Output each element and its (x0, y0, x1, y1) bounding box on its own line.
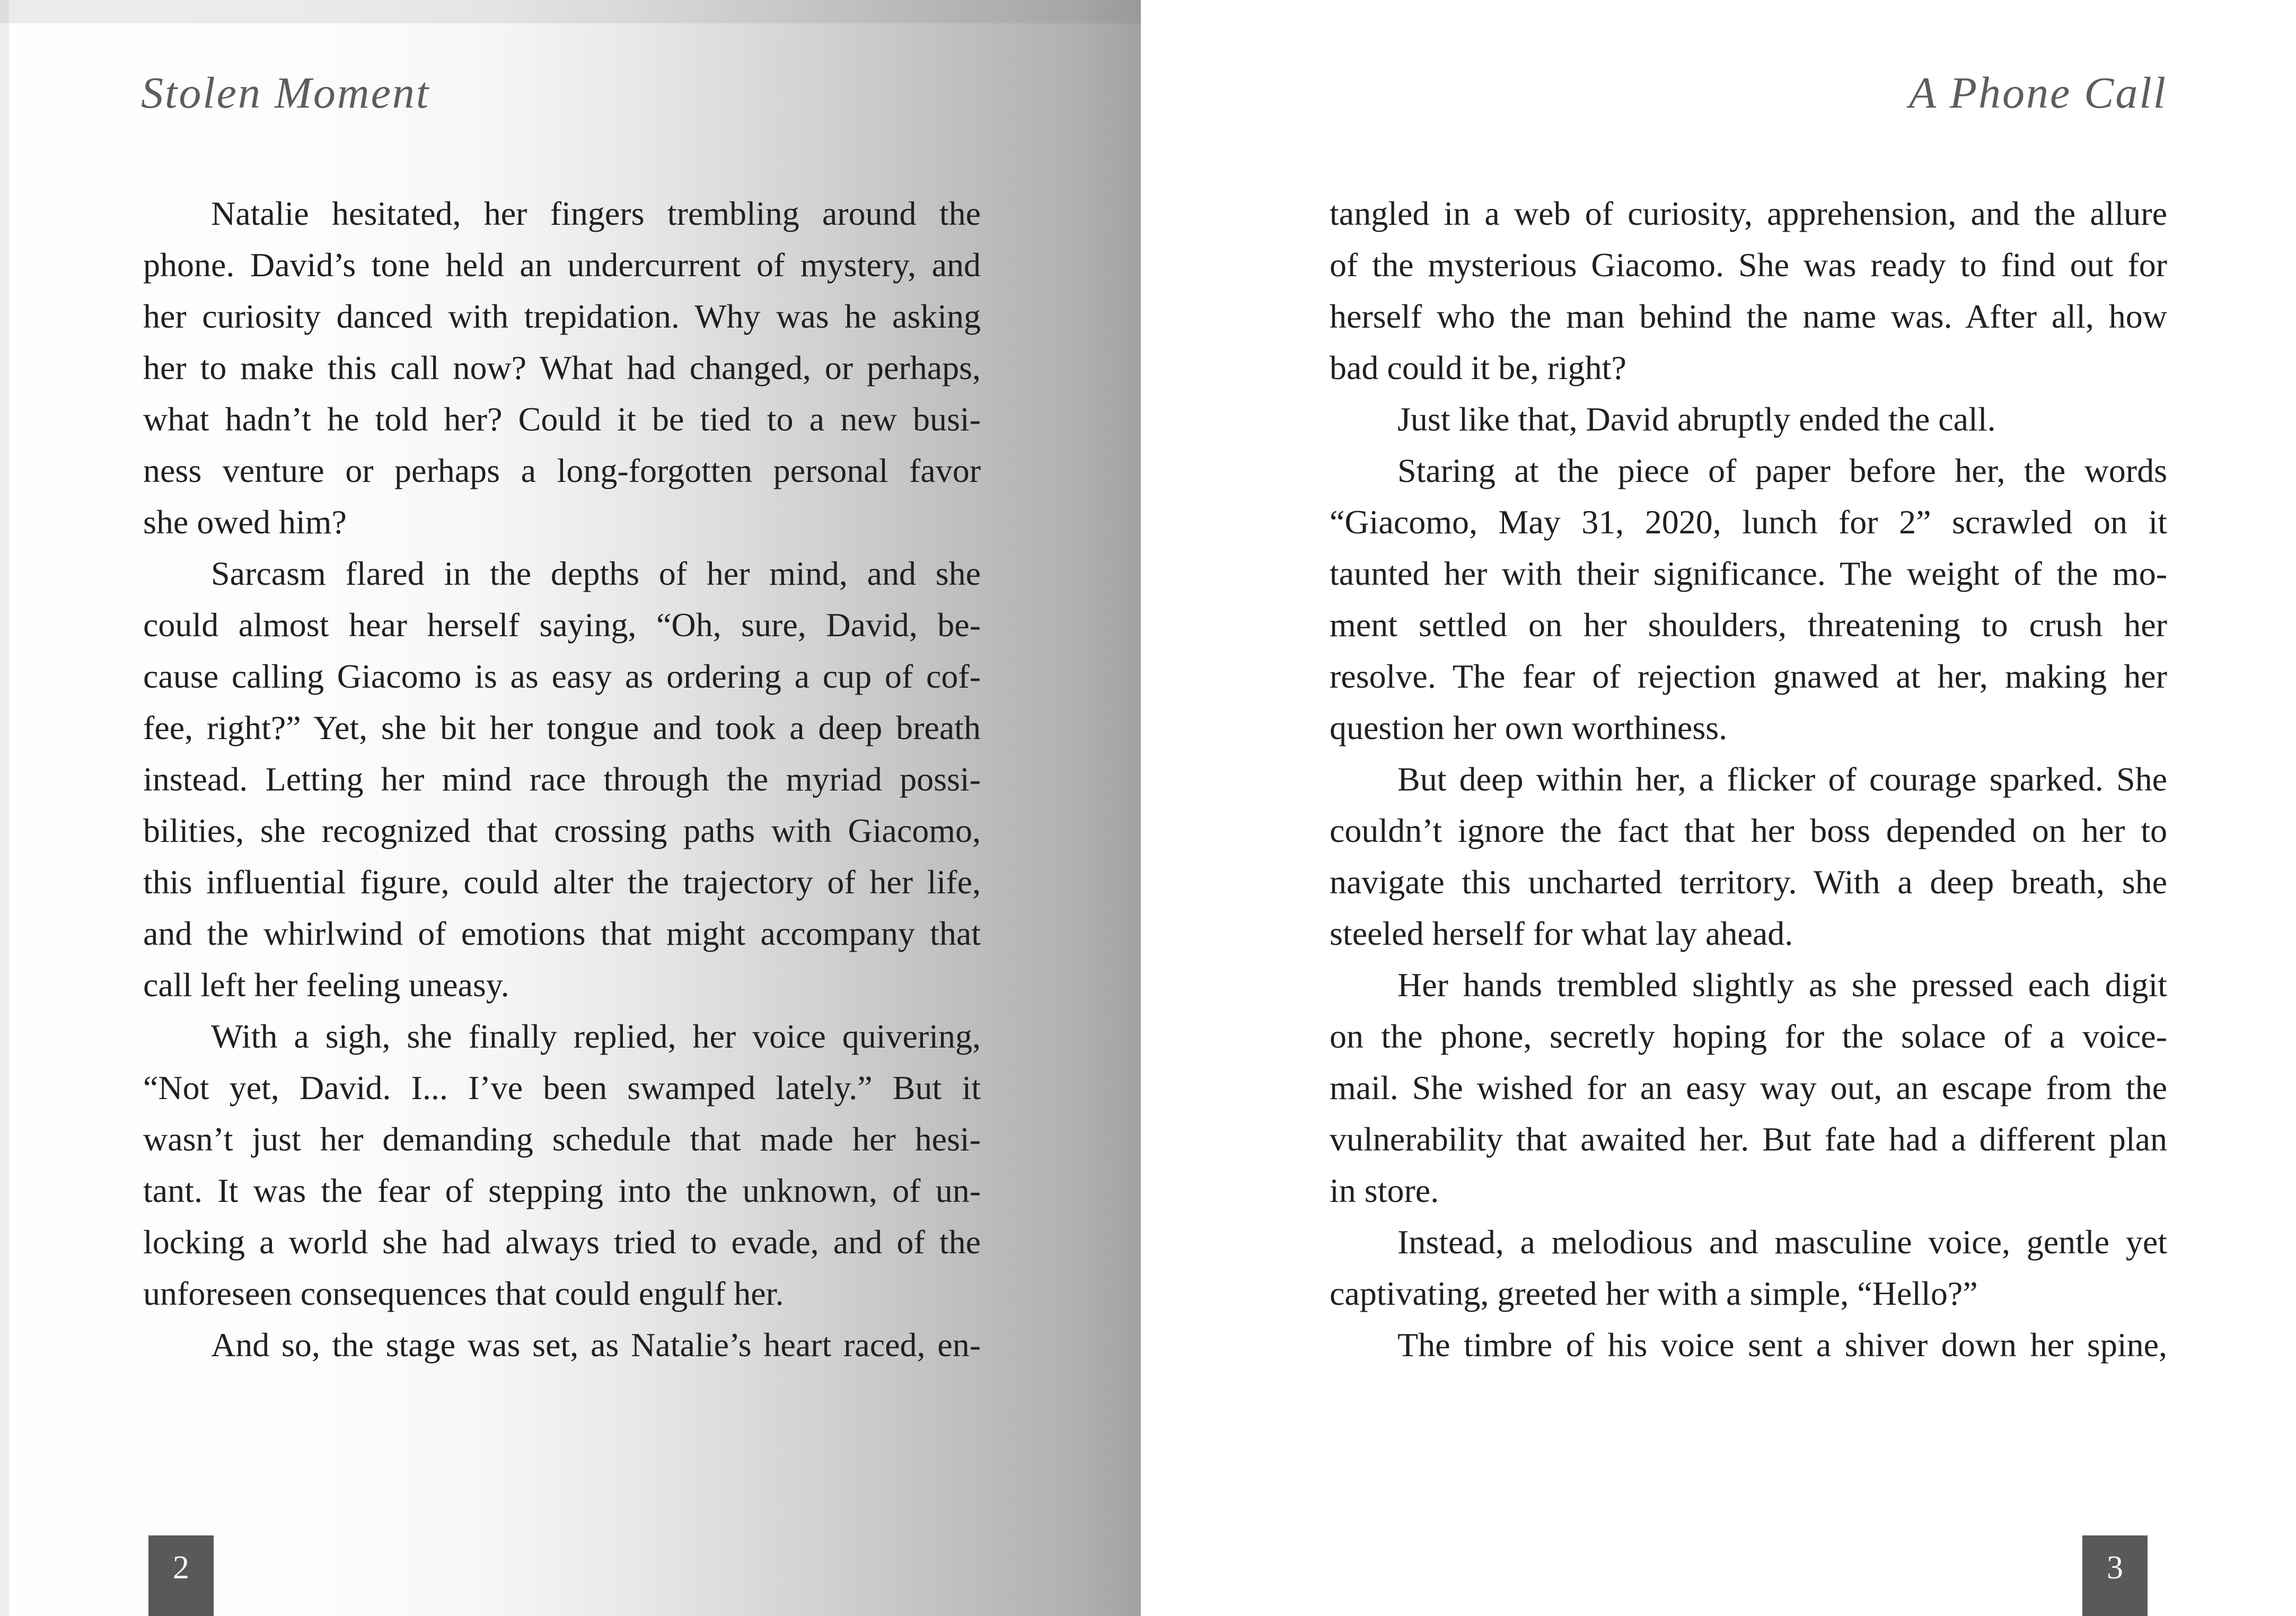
text-line: taunted her with their significance. The weight of the mo- (1330, 555, 2167, 592)
text-line: herself who the man behind the name was. After all, how (1330, 297, 2167, 335)
text-line: mail. She wished for an easy way out, an escape from the (1330, 1069, 2167, 1106)
page-left-edge-shadow (0, 0, 9, 1616)
text-line: unforeseen consequences that could engulf her. (143, 1275, 784, 1312)
text-line: The timbre of his voice sent a shiver down her spine, (1397, 1326, 2167, 1364)
text-line: her to make this call now? What had changed, or perhaps, (143, 349, 981, 387)
text-line: her curiosity danced with trepidation. Why was he asking (143, 297, 981, 335)
text-line: locking a world she had always tried to evade, and of the (143, 1223, 981, 1261)
text-line: question her own worthiness. (1330, 709, 1728, 746)
text-line: wasn’t just her demanding schedule that made her hesi- (143, 1120, 981, 1158)
text-line: instead. Letting her mind race through the myriad possi- (143, 760, 981, 798)
page-number: 2 (173, 1550, 189, 1586)
text-line: ness venture or perhaps a long-forgotten personal favor (143, 452, 981, 489)
text-line: tant. It was the fear of stepping into the unknown, of un- (143, 1172, 981, 1209)
text-line: cause calling Giacomo is as easy as ordering a cup of cof- (143, 657, 981, 695)
text-line: Instead, a melodious and masculine voice, gentle yet (1397, 1223, 2167, 1261)
text-line: bad could it be, right? (1330, 349, 1626, 387)
right-page-body-text (1330, 188, 2167, 1371)
text-line: And so, the stage was set, as Natalie’s heart raced, en- (211, 1326, 981, 1364)
left-page-body-text (143, 188, 981, 1371)
text-line: Her hands trembled slightly as she pressed each digit (1397, 966, 2167, 1004)
text-line: “Not yet, David. I... I’ve been swamped lately.” But it (143, 1069, 981, 1106)
text-line: “Giacomo, May 31, 2020, lunch for 2” scrawled on it (1330, 503, 2167, 541)
page-number: 3 (2107, 1550, 2123, 1586)
text-line: and the whirlwind of emotions that might accompany that (143, 915, 981, 952)
text-line: Natalie hesitated, her fingers trembling around the (211, 195, 981, 232)
text-line: fee, right?” Yet, she bit her tongue and took a deep breath (143, 709, 981, 746)
left-running-header: Stolen Moment (141, 68, 430, 118)
text-line: Sarcasm flared in the depths of her mind, and she (211, 555, 981, 592)
text-line: But deep within her, a flicker of courage sparked. She (1397, 760, 2167, 798)
left-page-number-tab (148, 1535, 214, 1616)
text-line: could almost hear herself saying, “Oh, sure, David, be- (143, 606, 981, 644)
text-line: With a sigh, she finally replied, her voice quivering, (211, 1017, 981, 1055)
text-line: steeled herself for what lay ahead. (1330, 915, 1793, 952)
text-line: ment settled on her shoulders, threatening to crush her (1330, 606, 2167, 644)
text-line: resolve. The fear of rejection gnawed at her, making her (1330, 657, 2167, 695)
text-line: couldn’t ignore the fact that her boss depended on her to (1330, 812, 2167, 849)
text-line: vulnerability that awaited her. But fate had a different plan (1330, 1120, 2167, 1158)
text-line: this influential figure, could alter the trajectory of her life, (143, 863, 981, 901)
text-line: of the mysterious Giacomo. She was ready to find out for (1330, 246, 2167, 284)
text-line: tangled in a web of curiosity, apprehension, and the allure (1330, 195, 2167, 232)
text-line: in store. (1330, 1172, 1439, 1209)
text-line: bilities, she recognized that crossing paths with Giacomo, (143, 812, 981, 849)
text-line: call left her feeling uneasy. (143, 966, 509, 1004)
text-line: she owed him? (143, 503, 347, 541)
text-line: on the phone, secretly hoping for the solace of a voice- (1330, 1017, 2167, 1055)
text-line: Just like that, David abruptly ended the call. (1397, 400, 1996, 438)
text-line: navigate this uncharted territory. With a deep breath, she (1330, 863, 2167, 901)
text-line: Staring at the piece of paper before her, the words (1397, 452, 2167, 489)
text-line: phone. David’s tone held an undercurrent of mystery, and (143, 246, 981, 284)
right-page-number-tab (2082, 1535, 2148, 1616)
left-page (0, 0, 1141, 1616)
text-line: what hadn’t he told her? Could it be tied to a new busi- (143, 400, 981, 438)
right-running-header: A Phone Call (1908, 68, 2167, 118)
right-page (1141, 0, 2296, 1616)
text-line: captivating, greeted her with a simple, “Hello?” (1330, 1275, 1978, 1312)
page-top-shadow (0, 0, 1141, 23)
